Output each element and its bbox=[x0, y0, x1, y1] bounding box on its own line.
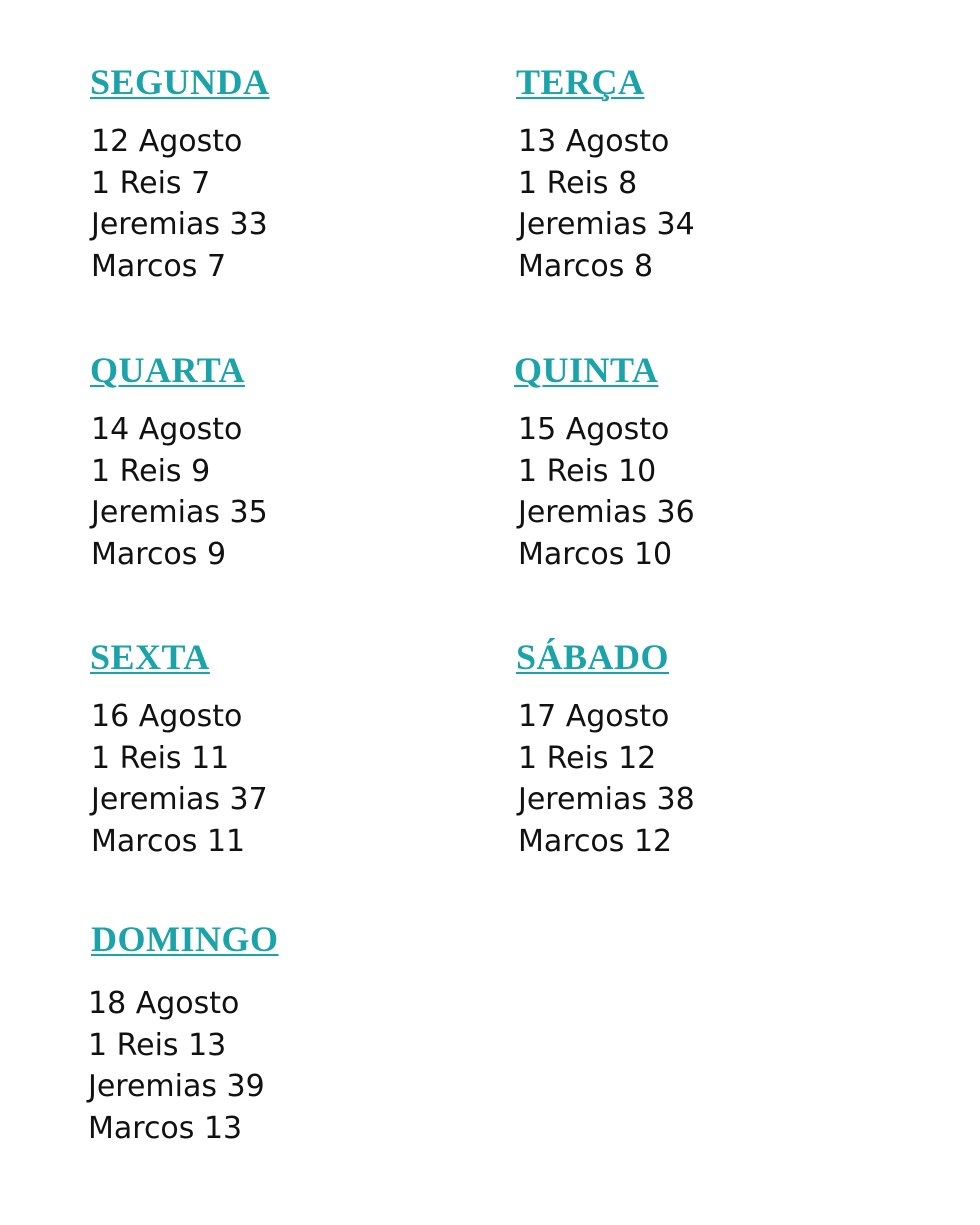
reading-gospel: Marcos 9 bbox=[91, 536, 227, 572]
reading-old-testament-history: 1 Reis 13 bbox=[88, 1027, 227, 1063]
day-block-sexta bbox=[90, 637, 268, 862]
reading-old-testament-history: 1 Reis 7 bbox=[91, 165, 211, 201]
reading-date: 13 Agosto bbox=[518, 124, 670, 159]
day-heading-segunda: SEGUNDA bbox=[90, 62, 270, 102]
day-heading-terca: TERÇA bbox=[516, 62, 645, 102]
day-block-segunda bbox=[90, 62, 270, 287]
day-heading-sabado: SÁBADO bbox=[516, 637, 670, 677]
reading-gospel: Marcos 12 bbox=[518, 823, 673, 859]
reading-prophets: Jeremias 34 bbox=[518, 207, 695, 242]
day-block-quinta bbox=[514, 350, 695, 575]
reading-prophets: Jeremias 38 bbox=[518, 782, 695, 817]
day-heading-domingo: DOMINGO bbox=[91, 919, 279, 959]
reading-date: 12 Agosto bbox=[91, 124, 243, 159]
reading-date: 15 Agosto bbox=[518, 412, 670, 447]
day-block-quarta bbox=[90, 350, 268, 575]
day-block-sabado bbox=[516, 637, 695, 862]
reading-gospel: Marcos 8 bbox=[518, 248, 654, 284]
reading-old-testament-history: 1 Reis 8 bbox=[518, 165, 638, 201]
reading-gospel: Marcos 7 bbox=[91, 248, 227, 284]
reading-prophets: Jeremias 37 bbox=[91, 782, 268, 817]
reading-old-testament-history: 1 Reis 11 bbox=[91, 740, 230, 776]
readings-list bbox=[516, 121, 695, 287]
reading-prophets: Jeremias 36 bbox=[518, 495, 695, 530]
reading-date: 18 Agosto bbox=[88, 986, 240, 1021]
reading-old-testament-history: 1 Reis 10 bbox=[518, 453, 657, 489]
reading-date: 16 Agosto bbox=[91, 699, 243, 734]
reading-gospel: Marcos 11 bbox=[91, 823, 246, 859]
reading-date: 17 Agosto bbox=[518, 699, 670, 734]
readings-list bbox=[88, 983, 279, 1149]
reading-date: 14 Agosto bbox=[91, 412, 243, 447]
reading-prophets: Jeremias 33 bbox=[91, 207, 268, 242]
day-heading-sexta: SEXTA bbox=[90, 637, 210, 677]
readings-list bbox=[90, 121, 270, 287]
readings-list bbox=[90, 409, 268, 575]
day-block-terca bbox=[516, 62, 695, 287]
day-heading-quarta: QUARTA bbox=[90, 350, 246, 390]
reading-old-testament-history: 1 Reis 12 bbox=[518, 740, 657, 776]
day-heading-quinta: QUINTA bbox=[514, 350, 659, 390]
reading-prophets: Jeremias 35 bbox=[91, 495, 268, 530]
reading-old-testament-history: 1 Reis 9 bbox=[91, 453, 211, 489]
readings-list bbox=[516, 696, 695, 862]
reading-prophets: Jeremias 39 bbox=[88, 1069, 265, 1104]
reading-gospel: Marcos 10 bbox=[518, 536, 673, 572]
readings-list bbox=[514, 409, 695, 575]
readings-list bbox=[90, 696, 268, 862]
reading-gospel: Marcos 13 bbox=[88, 1110, 243, 1146]
day-block-domingo bbox=[88, 919, 279, 1149]
